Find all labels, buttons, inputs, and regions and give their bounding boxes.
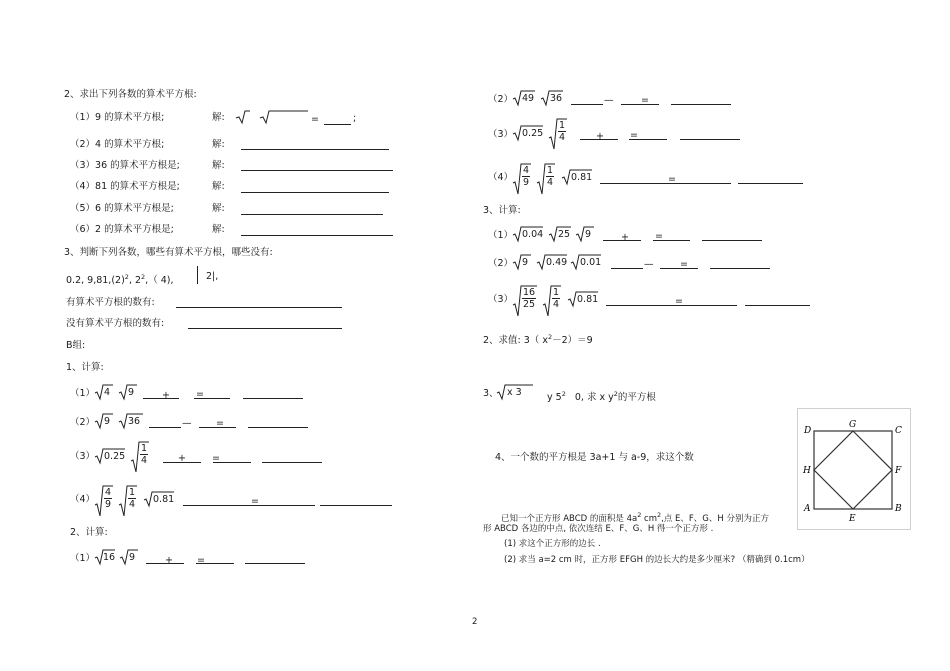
q2-item-1-jie: 解: bbox=[212, 112, 225, 123]
b1-item-2-label: （2） bbox=[70, 417, 96, 428]
b2-item-1-label: （1） bbox=[70, 553, 96, 564]
answer-blank[interactable] bbox=[671, 104, 731, 105]
r-c3-label: （3） bbox=[488, 294, 514, 305]
b1-item-3-label: （3） bbox=[70, 451, 96, 462]
q3-numbers-a: 0.2, 9,81,( bbox=[66, 275, 116, 287]
square-abcd bbox=[814, 431, 892, 509]
empty-radical-long bbox=[260, 110, 308, 124]
sqrt-four-ninths bbox=[513, 163, 531, 195]
radicand: 49 bbox=[522, 93, 535, 104]
answer-blank[interactable] bbox=[702, 240, 762, 241]
q3-title: 3、判断下列各数，哪些有算术平方根，哪些没有: bbox=[64, 247, 273, 258]
eq-sign: = bbox=[680, 259, 688, 270]
frac-denominator: 25 bbox=[522, 299, 536, 310]
label-g: G bbox=[849, 420, 857, 430]
q3-have-label: 有算术平方根的数有: bbox=[66, 297, 155, 308]
minus-sign: — bbox=[644, 259, 654, 270]
answer-blank[interactable] bbox=[248, 427, 308, 428]
q3-sup: 2 bbox=[124, 273, 129, 281]
abs-bar-left bbox=[197, 266, 198, 284]
r-c1-label: （1） bbox=[488, 230, 514, 241]
q3b-rest: 0, 求 x y bbox=[574, 392, 614, 404]
answer-blank[interactable] bbox=[710, 268, 770, 269]
answer-blank[interactable] bbox=[183, 505, 315, 506]
answer-blank[interactable] bbox=[606, 305, 737, 306]
q2-item-6-label: （6）2 的算术平方根是; bbox=[70, 224, 174, 235]
r-item-2-label: （2） bbox=[488, 94, 514, 105]
square-problem-sub2: (2) 求当 a=2 cm 时，正方形 EFGH 的边长大约是多少厘米? （精确到 0.1cm） bbox=[504, 555, 810, 565]
sqrt-one-quarter bbox=[543, 285, 561, 317]
q2-value-sup: 2 bbox=[547, 333, 553, 341]
frac-numerator: 1 bbox=[558, 120, 566, 131]
group-b-title: B组: bbox=[66, 340, 86, 351]
label-e: E bbox=[849, 514, 856, 524]
q2-title: 2、求出下列各数的算术平方根: bbox=[64, 89, 197, 100]
answer-blank[interactable] bbox=[241, 170, 393, 171]
sqrt-9 bbox=[513, 254, 531, 270]
radicand: 0.25 bbox=[522, 128, 544, 139]
label-c: C bbox=[895, 426, 902, 436]
q2-item-4-label: （4）81 的算术平方根是; bbox=[70, 181, 180, 192]
answer-blank[interactable] bbox=[262, 462, 322, 463]
answer-blank[interactable] bbox=[194, 398, 230, 399]
r-item-3-label: （3） bbox=[488, 129, 514, 140]
frac-numerator: 4 bbox=[104, 487, 112, 498]
label-d: D bbox=[804, 426, 812, 436]
q2-item-2-jie: 解: bbox=[212, 139, 225, 150]
sq-sup: 2 bbox=[637, 511, 642, 519]
frac-denominator: 4 bbox=[552, 299, 560, 310]
q2-item-1-label: （1）9 的算术平方根; bbox=[70, 112, 165, 123]
q3-numbers-d: ,（ 4), bbox=[145, 275, 174, 287]
q3-numbers bbox=[66, 271, 173, 287]
sqrt-9 bbox=[120, 549, 138, 565]
sqrt-9 bbox=[576, 226, 594, 242]
answer-blank[interactable] bbox=[176, 307, 342, 308]
answer-blank[interactable] bbox=[245, 563, 305, 564]
q3-not-label: 没有算术平方根的数有: bbox=[66, 318, 165, 329]
radicand: 0.81 bbox=[153, 494, 175, 505]
answer-blank[interactable] bbox=[241, 235, 393, 236]
q2-item-3-label: （3）36 的算术平方根是; bbox=[70, 160, 180, 171]
b1-item-1-label: （1） bbox=[70, 388, 96, 399]
answer-blank[interactable] bbox=[241, 214, 383, 215]
radicand: 0.81 bbox=[571, 172, 593, 183]
q2-eq: = bbox=[311, 114, 319, 125]
q2-value-text: 2、求值: 3（ x bbox=[483, 335, 548, 347]
sqrt-36 bbox=[541, 90, 563, 106]
label-a: A bbox=[804, 504, 811, 514]
radicand: 9 bbox=[522, 257, 529, 268]
radicand: 36 bbox=[128, 416, 141, 427]
eq-sign: = bbox=[196, 389, 204, 400]
sqrt-sixteen-25ths bbox=[513, 285, 537, 317]
minus-sign: — bbox=[182, 418, 192, 429]
frac-denominator: 4 bbox=[546, 177, 554, 188]
eq-sign: = bbox=[197, 555, 205, 566]
sqrt-x-minus-3 bbox=[497, 384, 533, 400]
answer-blank[interactable] bbox=[660, 268, 698, 269]
plus-sign: + bbox=[162, 390, 170, 401]
q2-item-5-label: （5）6 的算术平方根是; bbox=[70, 203, 174, 214]
radicand: 0.25 bbox=[104, 451, 126, 462]
r-q3-title: 3、计算: bbox=[483, 205, 521, 216]
sqrt-0-04 bbox=[513, 226, 543, 242]
eq-sign: = bbox=[668, 174, 676, 185]
frac-numerator: 1 bbox=[546, 165, 554, 176]
b1-title: 1、计算: bbox=[66, 362, 104, 373]
frac-numerator: 1 bbox=[128, 487, 136, 498]
answer-blank[interactable] bbox=[199, 427, 236, 428]
radicand: 9 bbox=[585, 229, 592, 240]
square-problem-line2: 形 ABCD 各边的中点, 依次连结 E、F、G、H 得一个正方形 . bbox=[483, 524, 714, 534]
frac-numerator: 4 bbox=[522, 165, 530, 176]
sqrt-0-49 bbox=[537, 254, 567, 270]
frac-denominator: 9 bbox=[522, 177, 530, 188]
q3b-sup: 2 bbox=[561, 390, 566, 398]
plus-sign: + bbox=[621, 232, 629, 243]
square-figure bbox=[797, 408, 911, 530]
label-b: B bbox=[895, 504, 902, 514]
label-f: F bbox=[895, 466, 902, 476]
q3b-end: 的平方根 bbox=[617, 392, 656, 404]
radicand: 9 bbox=[128, 387, 135, 398]
sqrt-one-quarter bbox=[549, 118, 567, 150]
r-q3b-body bbox=[547, 388, 656, 404]
q3b-sup: 2 bbox=[613, 390, 618, 398]
answer-blank[interactable] bbox=[243, 398, 303, 399]
answer-blank[interactable] bbox=[653, 240, 690, 241]
frac-numerator: 16 bbox=[522, 287, 536, 298]
plus-sign: + bbox=[178, 453, 186, 464]
answer-blank[interactable] bbox=[241, 149, 389, 150]
radicand: 25 bbox=[558, 229, 571, 240]
sqrt-49 bbox=[513, 90, 535, 106]
answer-blank[interactable] bbox=[324, 124, 351, 125]
eq-sign: = bbox=[251, 496, 259, 507]
r-item-4-label: （4） bbox=[488, 172, 514, 183]
eq-sign: = bbox=[675, 296, 683, 307]
eq-sign: = bbox=[630, 130, 638, 141]
radicand: 36 bbox=[550, 93, 563, 104]
eq-sign: = bbox=[655, 231, 663, 242]
q2-value-rest: －2）＝9 bbox=[552, 335, 593, 347]
sqrt-25 bbox=[549, 226, 571, 242]
radicand: 0.01 bbox=[580, 257, 602, 268]
r-c2-label: （2） bbox=[488, 258, 514, 269]
frac-denominator: 4 bbox=[558, 132, 566, 143]
sqrt-0-81 bbox=[568, 291, 598, 307]
radicand: 9 bbox=[104, 416, 111, 427]
q3-sup: 2 bbox=[141, 273, 146, 281]
answer-blank[interactable] bbox=[241, 192, 389, 193]
eq-sign: = bbox=[216, 418, 224, 429]
q2-item-4-jie: 解: bbox=[212, 181, 225, 192]
answer-blank[interactable] bbox=[188, 328, 342, 329]
q2-item-2-label: （2）4 的算术平方根; bbox=[70, 139, 165, 150]
r-q3b-prefix: 3、 bbox=[483, 388, 499, 399]
sq-line1-a: 已知一个正方形 ABCD 的面积是 4a bbox=[501, 513, 638, 524]
sqrt-0-25 bbox=[513, 125, 543, 141]
frac-denominator: 4 bbox=[128, 499, 136, 510]
sqrt-9 bbox=[119, 384, 137, 400]
r-q2-value bbox=[483, 331, 593, 347]
answer-blank[interactable] bbox=[621, 104, 659, 105]
radicand: 0.81 bbox=[577, 294, 599, 305]
frac-numerator: 1 bbox=[140, 443, 148, 454]
answer-blank[interactable] bbox=[745, 305, 810, 306]
answer-blank[interactable] bbox=[571, 104, 603, 105]
sqrt-four-ninths bbox=[95, 485, 113, 517]
sqrt-one-quarter bbox=[131, 441, 149, 473]
q2-item-5-jie: 解: bbox=[212, 203, 225, 214]
sq-line1-c: ,点 E、F、G、H 分别为正方 bbox=[661, 513, 769, 524]
empty-radical-small bbox=[236, 110, 250, 124]
sqrt-36 bbox=[119, 413, 143, 429]
frac-denominator: 9 bbox=[104, 499, 112, 510]
label-h: H bbox=[803, 466, 811, 476]
answer-blank[interactable] bbox=[143, 398, 179, 399]
q2-semicolon: ; bbox=[353, 113, 357, 124]
sqrt-0-01 bbox=[571, 254, 601, 270]
q3b-mid: y 5 bbox=[547, 392, 562, 404]
q3-numbers-c: , 2 bbox=[128, 275, 142, 287]
square-efgh bbox=[814, 431, 892, 509]
answer-blank[interactable] bbox=[213, 462, 251, 463]
sqrt-4 bbox=[95, 384, 113, 400]
q2-item-3-jie: 解: bbox=[212, 160, 225, 171]
sqrt-16 bbox=[95, 549, 115, 565]
square-figure-svg bbox=[798, 409, 910, 529]
sqrt-0-25 bbox=[95, 448, 125, 464]
q2-item-6-jie: 解: bbox=[212, 224, 225, 235]
eq-sign: = bbox=[212, 453, 220, 464]
minus-sign: — bbox=[604, 95, 614, 106]
sqrt-0-81 bbox=[562, 169, 592, 185]
q3-numbers-e: 2|, bbox=[206, 271, 219, 282]
radicand: 4 bbox=[104, 387, 111, 398]
eq-sign: = bbox=[641, 95, 649, 106]
answer-blank[interactable] bbox=[600, 183, 731, 184]
q3-numbers-b: 2) bbox=[115, 275, 125, 287]
b1-item-4-label: （4） bbox=[70, 494, 96, 505]
plus-sign: + bbox=[596, 131, 604, 142]
page-number: 2 bbox=[472, 617, 478, 627]
sqrt-9 bbox=[95, 413, 113, 429]
answer-blank[interactable] bbox=[629, 139, 667, 140]
square-problem-sub1: (1) 求这个正方形的边长 . bbox=[504, 539, 601, 549]
answer-blank[interactable] bbox=[196, 563, 234, 564]
answer-blank[interactable] bbox=[320, 505, 392, 506]
radicand: 0.04 bbox=[522, 229, 544, 240]
sq-line1-b: cm bbox=[641, 513, 657, 524]
r-q4: 4、一个数的平方根是 3a+1 与 a-9，求这个数 bbox=[495, 452, 694, 463]
answer-blank[interactable] bbox=[680, 139, 740, 140]
answer-blank[interactable] bbox=[149, 427, 181, 428]
b2-title: 2、计算: bbox=[70, 527, 108, 538]
sqrt-one-quarter bbox=[119, 485, 137, 517]
frac-denominator: 4 bbox=[140, 455, 148, 466]
sqrt-0-81 bbox=[144, 491, 174, 507]
sq-sup: 2 bbox=[657, 511, 662, 519]
sqrt-one-quarter bbox=[537, 163, 555, 195]
radicand: 9 bbox=[129, 552, 136, 563]
radicand: 16 bbox=[103, 552, 116, 563]
answer-blank[interactable] bbox=[738, 183, 803, 184]
radicand: 0.49 bbox=[546, 257, 568, 268]
frac-numerator: 1 bbox=[552, 287, 560, 298]
radicand: x 3 bbox=[507, 387, 522, 398]
answer-blank[interactable] bbox=[611, 268, 643, 269]
plus-sign: + bbox=[165, 555, 173, 566]
